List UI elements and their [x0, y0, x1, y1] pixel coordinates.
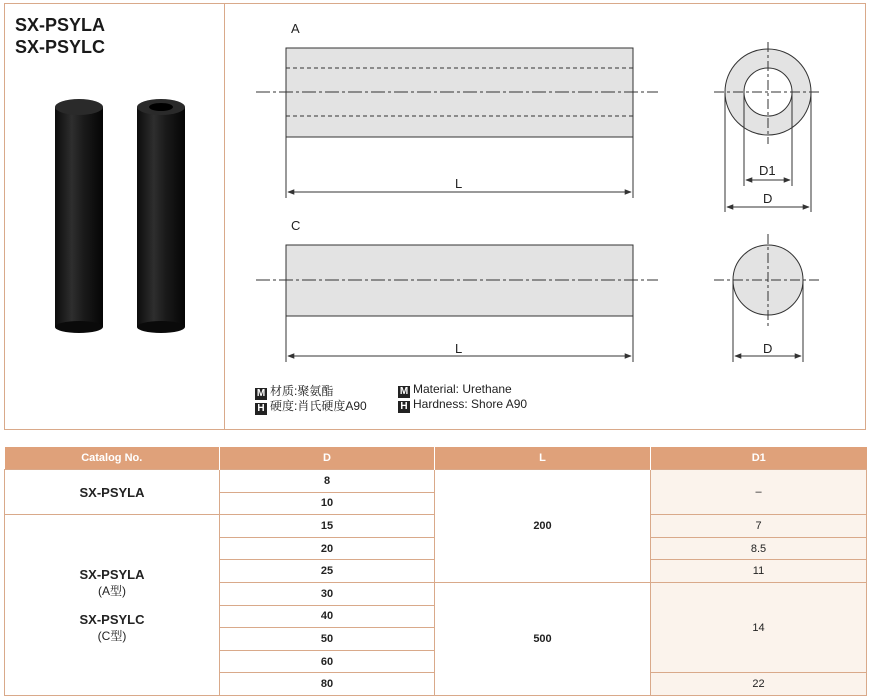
view-a-side	[256, 48, 658, 198]
material-cn-text: 材质:聚氨酯	[270, 384, 334, 398]
catalog-a: SX-PSYLA	[79, 566, 145, 582]
hardness-en	[398, 397, 527, 413]
d-cell: 80	[220, 673, 435, 696]
solid-rod-image	[55, 99, 103, 333]
l-cell: 500	[435, 582, 651, 695]
material-en	[398, 382, 512, 398]
d1-cell: 7	[651, 515, 867, 538]
product-title	[15, 14, 105, 58]
header-d: D	[220, 447, 435, 470]
header-l: L	[435, 447, 651, 470]
d1-cell: 8.5	[651, 537, 867, 560]
product-title-line2: SX-PSYLC	[15, 37, 106, 57]
header-d1: D1	[651, 447, 867, 470]
hardness-badge-icon: H	[398, 401, 410, 413]
hollow-tube-image	[137, 99, 185, 333]
hardness-en-text: Hardness: Shore A90	[413, 397, 528, 411]
d1-cell: 22	[651, 673, 867, 696]
header-catalog-no: Catalog No.	[5, 447, 220, 470]
material-badge-icon: M	[399, 386, 409, 397]
hardness-cn-text: 硬度:肖氏硬度A90	[270, 399, 367, 413]
d-cell: 25	[220, 560, 435, 583]
dim-label-d-c: D	[763, 341, 773, 356]
d-cell: 50	[220, 628, 435, 651]
catalog-cell-group2	[5, 515, 220, 696]
catalog-c-type: (C型)	[97, 628, 127, 643]
material-badge-icon: M	[256, 388, 266, 399]
table-header-row	[5, 447, 867, 470]
technical-drawing	[226, 4, 862, 424]
view-c-label: C	[291, 218, 301, 233]
d1-cell: –	[651, 470, 867, 515]
hardness-cn	[255, 397, 367, 415]
view-c-end	[714, 234, 822, 362]
l-cell: 200	[435, 470, 651, 583]
d-cell: 10	[220, 492, 435, 515]
catalog-cell-group1: SX-PSYLA	[5, 470, 220, 515]
table-row	[5, 470, 867, 493]
d-cell: 15	[220, 515, 435, 538]
view-a-end	[714, 42, 822, 212]
catalog-a-type: (A型)	[98, 583, 126, 598]
dim-label-l-a: L	[455, 176, 463, 191]
product-photo	[40, 95, 200, 335]
d-cell: 30	[220, 582, 435, 605]
hardness-badge-icon: H	[255, 403, 267, 415]
dim-label-l-c: L	[455, 341, 463, 356]
material-en-text: Material: Urethane	[413, 382, 512, 396]
spec-table	[4, 447, 867, 696]
d-cell: 40	[220, 605, 435, 628]
view-a-label: A	[291, 21, 300, 36]
catalog-c: SX-PSYLC	[79, 611, 145, 627]
dim-label-d1: D1	[759, 163, 776, 178]
d1-cell: 14	[651, 582, 867, 672]
d1-cell: 11	[651, 560, 867, 583]
dim-label-d-a: D	[763, 191, 773, 206]
view-c-side	[256, 245, 658, 362]
d-cell: 20	[220, 537, 435, 560]
product-title-line1: SX-PSYLA	[15, 15, 106, 35]
panel-divider	[224, 3, 225, 430]
d-cell: 8	[220, 470, 435, 493]
d-cell: 60	[220, 650, 435, 673]
